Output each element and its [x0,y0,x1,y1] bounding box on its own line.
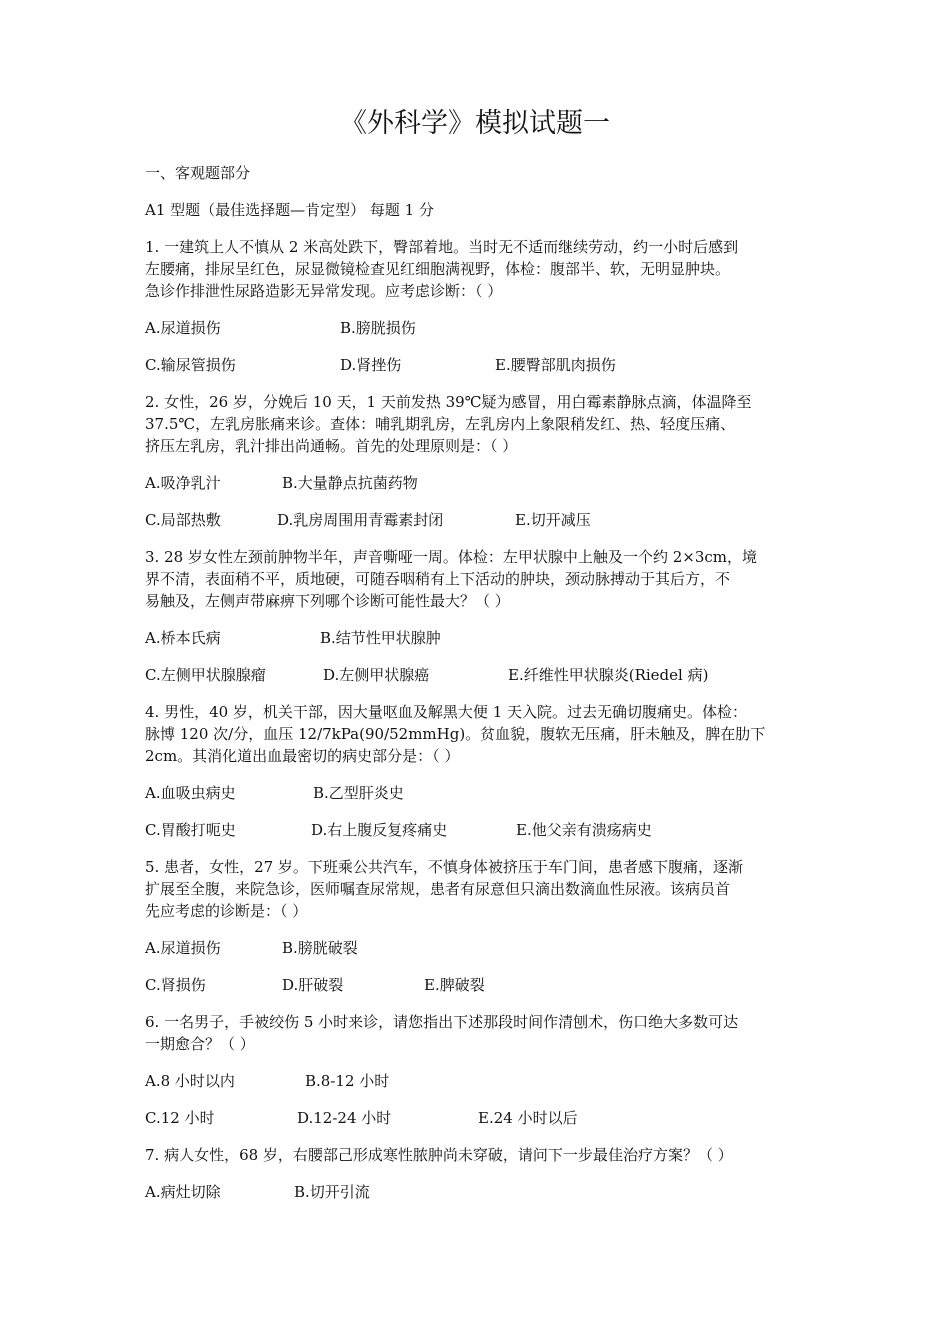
answer-option-a: A.血吸虫病史 [145,784,236,802]
question-text-line: 2cm。其消化道出血最密切的病史部分是：（ ） [145,747,460,765]
document-title: 《外科学》模拟试题一 [340,108,610,139]
answer-option-b: B.膀胱破裂 [282,939,358,957]
answer-option-c: C.局部热敷 [145,511,221,529]
answer-option-a: A.病灶切除 [145,1183,221,1201]
question-text-line: 易触及，左侧声带麻痹下列哪个诊断可能性最大？（ ） [145,592,510,610]
question-text-line: 7. 病人女性，68 岁，右腰部己形成寒性脓肿尚未穿破，请问下一步最佳治疗方案？（ ） [145,1146,733,1164]
answer-option-e: E.24 小时以后 [478,1109,578,1127]
answer-option-d: D.右上腹反复疼痛史 [311,821,448,839]
question-text-line: 6. 一名男子，手被绞伤 5 小时来诊，请您指出下述那段时间作清刨术，伤口绝大多数可达 [145,1013,739,1031]
option-row [145,317,805,339]
answer-option-c: C.胃酸打呃史 [145,821,236,839]
question-text-line: 先应考虑的诊断是：（ ） [145,902,308,920]
question-text-line: 5. 患者，女性，27 岁。下班乘公共汽车，不慎身体被挤压于车门间，患者感下腹痛，逐渐 [145,858,743,876]
answer-option-a: A.尿道损伤 [145,939,221,957]
answer-option-c: C.左侧甲状腺腺瘤 [145,666,266,684]
question-text-line: 4. 男性，40 岁，机关干部，因大量呕血及解黑大便 1 天入院。过去无确切腹痛史。体检： [145,703,748,721]
answer-option-b: B.膀胱损伤 [340,319,416,337]
question-stem [145,701,805,767]
option-row [145,937,805,959]
option-row [145,1070,805,1092]
question-type-heading: A1 型题（最佳选择题—肯定型） 每题 1 分 [145,201,434,219]
question-stem [145,1011,805,1055]
question-text-line: 1. 一建筑上人不慎从 2 米高处跌下，臀部着地。当时无不适而继续劳动，约一小时后感到 [145,238,739,256]
question-text-line: 脉博 120 次/分，血压 12/7kPa(90/52mmHg)。贫血貌，腹软无压痛，肝未触及，脾在肋下 [145,725,766,743]
answer-option-a: A.吸净乳汁 [145,474,221,492]
question-text-line: 2. 女性，26 岁，分娩后 10 天，1 天前发热 39℃疑为感冒，用白霉素静脉点滴，体温降至 [145,393,752,411]
question-text-line: 界不清，表面稍不平，质地硬，可随吞咽稍有上下活动的肿块，颈动脉搏动于其后方，不 [145,570,731,588]
answer-option-c: C.12 小时 [145,1109,215,1127]
option-row [145,664,805,686]
option-row [145,819,805,841]
answer-option-c: C.肾损伤 [145,976,206,994]
question-text-line: 左腰痛，排尿呈红色，尿显微镜检查见红细胞满视野，体检：腹部半、软，无明显肿块。 [145,260,731,278]
answer-option-b: B.乙型肝炎史 [313,784,404,802]
question-text-line: 一期愈合？（ ） [145,1035,255,1053]
option-row [145,472,805,494]
option-row [145,782,805,804]
answer-option-d: D.肝破裂 [282,976,344,994]
option-row [145,974,805,996]
answer-option-c: C.输尿管损伤 [145,356,236,374]
question-stem [145,391,805,457]
answer-option-b: B.8-12 小时 [305,1072,390,1090]
answer-option-d: D.12-24 小时 [297,1109,392,1127]
option-row [145,354,805,376]
answer-option-a: A.尿道损伤 [145,319,221,337]
answer-option-d: D.乳房周围用青霉素封闭 [277,511,444,529]
question-stem [145,856,805,922]
question-stem [145,1144,805,1166]
option-row [145,1181,805,1203]
option-row [145,627,805,649]
question-text-line: 37.5℃，左乳房胀痛来诊。查体：哺乳期乳房，左乳房内上象限稍发红、热、轻度压痛、 [145,415,736,433]
question-text-line: 3. 28 岁女性左颈前肿物半年，声音嘶哑一周。体检：左甲状腺中上触及一个约 2×3cm，境 [145,548,757,566]
answer-option-b: B.切开引流 [294,1183,370,1201]
question-list [145,236,805,1203]
answer-option-e: E.腰臀部肌肉损伤 [495,356,616,374]
answer-option-e: E.脾破裂 [424,976,485,994]
answer-option-e: E.他父亲有溃疡病史 [516,821,652,839]
question-text-line: 挤压左乳房，乳汁排出尚通畅。首先的处理原则是：（ ） [145,437,518,455]
answer-option-a: A.桥本氏病 [145,629,221,647]
question-stem [145,546,805,612]
answer-option-e: E.纤维性甲状腺炎(Riedel 病) [508,666,709,684]
question-stem [145,236,805,302]
answer-option-d: D.左侧甲状腺癌 [323,666,430,684]
answer-option-b: B.结节性甲状腺肿 [320,629,441,647]
answer-option-d: D.肾挫伤 [340,356,402,374]
question-text-line: 急诊作排泄性尿路造影无异常发现。应考虑诊断：（ ） [145,282,503,300]
option-row [145,1107,805,1129]
answer-option-b: B.大量静点抗菌药物 [282,474,418,492]
document-body [145,162,805,1218]
section-heading: 一、客观题部分 [145,164,251,182]
option-row [145,509,805,531]
answer-option-a: A.8 小时以内 [145,1072,235,1090]
answer-option-e: E.切开减压 [515,511,591,529]
question-text-line: 扩展至全腹，来院急诊，医师嘱查尿常规，患者有尿意但只滴出数滴血性尿液。该病员首 [145,880,731,898]
